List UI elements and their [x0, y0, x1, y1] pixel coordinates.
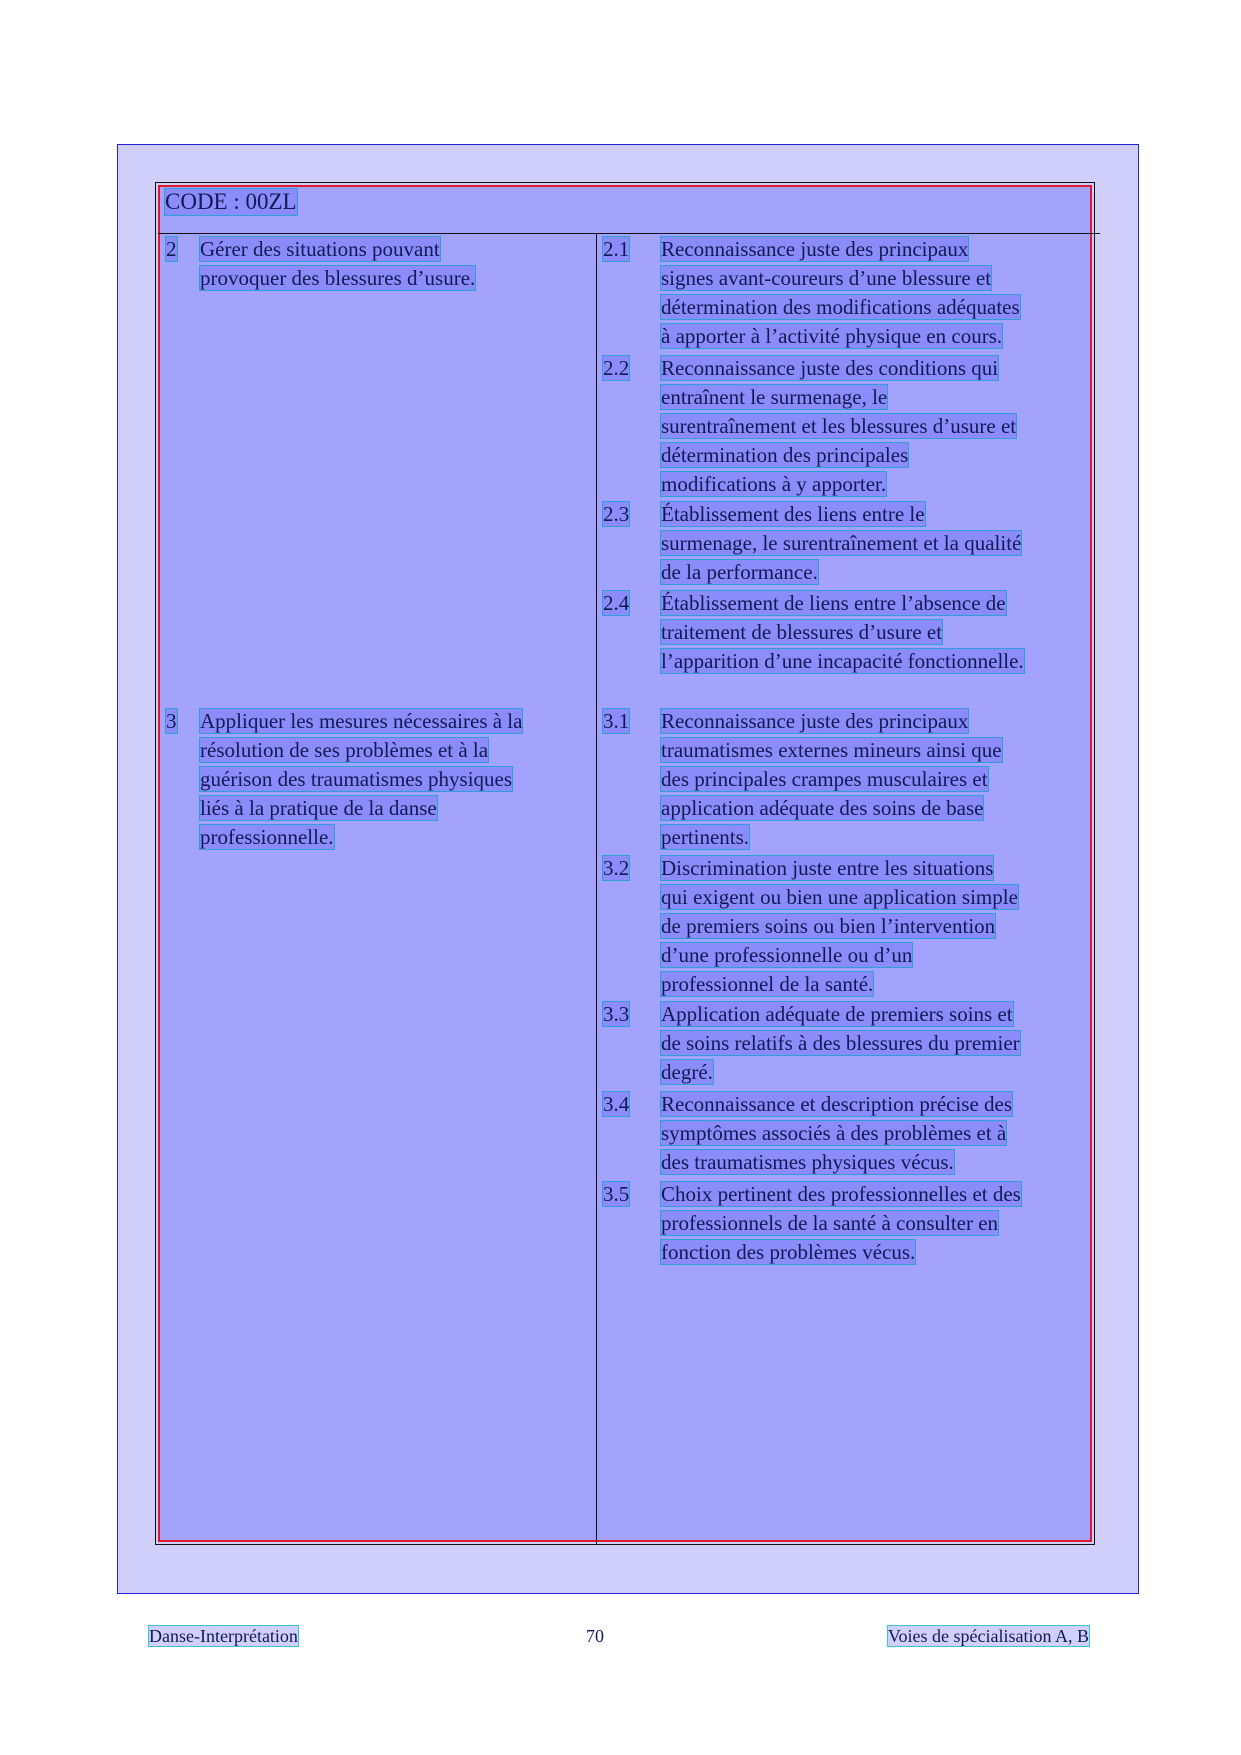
right-item-text-line: Établissement des liens entre le	[661, 502, 925, 526]
right-item-text-line: degré.	[661, 1060, 713, 1084]
right-item-text-line: professionnels de la santé à consulter en	[661, 1211, 999, 1235]
right-item-text-line: application adéquate des soins de base	[661, 796, 984, 820]
right-item-text-line: entraînent le surmenage, le	[661, 385, 888, 409]
right-item-text-line: Établissement de liens entre l’absence de	[661, 591, 1006, 615]
code-divider	[158, 233, 1100, 234]
right-item-text-line: Choix pertinent des professionnelles et des	[661, 1182, 1021, 1206]
left-item-text-line: résolution de ses problèmes et à la	[200, 738, 489, 762]
left-item-text-line: Appliquer les mesures nécessaires à la	[200, 709, 523, 733]
right-item-number: 3.5	[603, 1182, 630, 1206]
right-item-text-line: détermination des principales	[661, 443, 909, 467]
right-item-text-line: d’une professionnelle ou d’un	[661, 943, 913, 967]
footer-program: Danse-Interprétation	[149, 1626, 298, 1646]
right-item-text-line: Reconnaissance juste des principaux	[661, 709, 969, 733]
left-item-text-line: provoquer des blessures d’usure.	[200, 266, 476, 290]
page-footer	[149, 1626, 1089, 1646]
right-item-text-line: traitement de blessures d’usure et	[661, 620, 943, 644]
right-item-text-line: surmenage, le surentraînement et la qualité	[661, 531, 1022, 555]
right-item-number: 3.3	[603, 1002, 630, 1026]
left-item-text-line: Gérer des situations pouvant	[200, 237, 440, 261]
right-item-text-line: Reconnaissance juste des conditions qui	[661, 356, 999, 380]
right-item-text-line: Discrimination juste entre les situations	[661, 856, 994, 880]
footer-page-number: 70	[586, 1626, 604, 1646]
right-item-text-line: surentraînement et les blessures d’usure et	[661, 414, 1017, 438]
right-item-text-line: à apporter à l’activité physique en cours.	[661, 324, 1003, 348]
footer-specialisation: Voies de spécialisation A, B	[887, 1626, 1089, 1646]
right-item-number: 2.2	[603, 356, 630, 380]
right-item-text-line: de premiers soins ou bien l’intervention	[661, 914, 996, 938]
left-item-text-line: guérison des traumatismes physiques	[200, 767, 513, 791]
column-divider	[596, 234, 597, 1544]
left-item-text-line: professionnelle.	[200, 825, 334, 849]
right-item-text-line: de la performance.	[661, 560, 818, 584]
right-item-text-line: professionnel de la santé.	[661, 972, 874, 996]
right-item-text-line: fonction des problèmes vécus.	[661, 1240, 916, 1264]
right-item-number: 2.4	[603, 591, 630, 615]
right-item-number: 2.1	[603, 237, 630, 261]
left-item-text-line: liés à la pratique de la danse	[200, 796, 437, 820]
right-item-text-line: des traumatismes physiques vécus.	[661, 1150, 954, 1174]
left-item-number: 2	[166, 237, 177, 261]
right-item-text-line: de soins relatifs à des blessures du premier	[661, 1031, 1020, 1055]
right-item-text-line: des principales crampes musculaires et	[661, 767, 988, 791]
right-item-number: 2.3	[603, 502, 630, 526]
left-item-number: 3	[166, 709, 177, 733]
right-item-text-line: signes avant-coureurs d’une blessure et	[661, 266, 992, 290]
right-item-text-line: Reconnaissance et description précise des	[661, 1092, 1013, 1116]
right-item-text-line: pertinents.	[661, 825, 750, 849]
right-item-number: 3.4	[603, 1092, 630, 1116]
right-item-number: 3.2	[603, 856, 630, 880]
right-item-number: 3.1	[603, 709, 630, 733]
right-item-text-line: modifications à y apporter.	[661, 472, 887, 496]
right-item-text-line: symptômes associés à des problèmes et à	[661, 1121, 1007, 1145]
right-item-text-line: qui exigent ou bien une application simple	[661, 885, 1018, 909]
right-item-text-line: Application adéquate de premiers soins et	[661, 1002, 1013, 1026]
right-item-text-line: Reconnaissance juste des principaux	[661, 237, 969, 261]
right-item-text-line: détermination des modifications adéquates	[661, 295, 1020, 319]
right-item-text-line: traumatismes externes mineurs ainsi que	[661, 738, 1002, 762]
code-label: CODE : 00ZL	[165, 189, 297, 214]
right-item-text-line: l’apparition d’une incapacité fonctionnelle.	[661, 649, 1024, 673]
